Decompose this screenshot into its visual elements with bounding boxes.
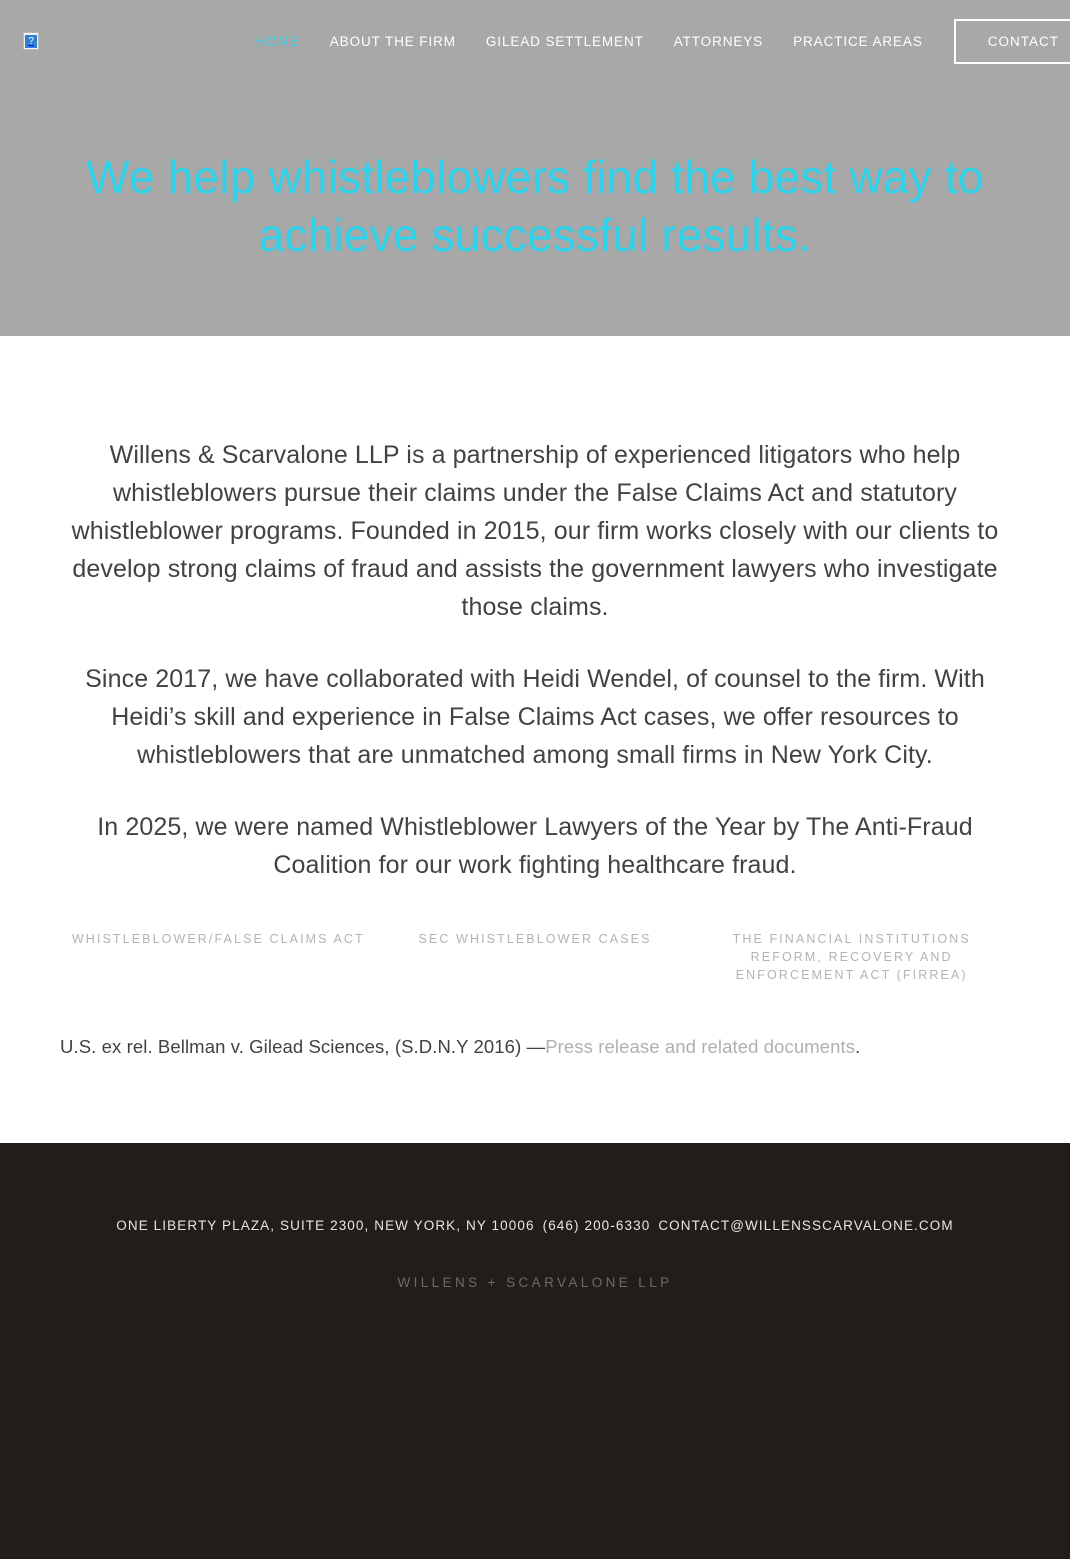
nav-item-gilead-settlement[interactable]: GILEAD SETTLEMENT bbox=[485, 34, 644, 49]
broken-image-glyph: ? bbox=[25, 35, 37, 48]
nav-link-list bbox=[241, 0, 1070, 83]
footer-address: ONE LIBERTY PLAZA, SUITE 2300, NEW YORK, NY 10006 bbox=[116, 1218, 535, 1233]
footer-brand: WILLENS + SCARVALONE LLP bbox=[397, 1275, 673, 1290]
main-content bbox=[0, 336, 1070, 1143]
footer-inner bbox=[0, 1143, 1070, 1290]
practice-area-columns bbox=[60, 930, 1010, 984]
footer-email[interactable]: CONTACT@WILLENSSCARVALONE.COM bbox=[658, 1218, 954, 1233]
press-release-link[interactable]: Press release and related documents bbox=[545, 1036, 856, 1057]
nav-item-about-the-firm[interactable]: ABOUT THE FIRM bbox=[329, 34, 456, 49]
case-citation-period: . bbox=[855, 1036, 861, 1057]
intro-paragraph-3: In 2025, we were named Whistleblower Lawyers of the Year by The Anti-Fraud Coalition for our work fighting healthcare fraud. bbox=[97, 813, 973, 879]
nav-item-attorneys[interactable]: ATTORNEYS bbox=[673, 34, 764, 49]
site-footer bbox=[0, 1143, 1070, 1559]
primary-navigation bbox=[241, 0, 1070, 83]
nav-item-practice-areas[interactable]: PRACTICE AREAS bbox=[793, 34, 923, 49]
case-citation-name: U.S. ex rel. Bellman v. Gilead Sciences, (S.D.N.Y 2016) — bbox=[60, 1036, 546, 1057]
hero-section bbox=[0, 0, 1070, 336]
practice-column-title: THE FINANCIAL INSTITUTIONS REFORM, RECOVERY AND ENFORCEMENT ACT (FIRREA) bbox=[732, 932, 971, 982]
content-wrapper bbox=[60, 336, 1010, 1058]
practice-column-title: SEC WHISTLEBLOWER CASES bbox=[418, 932, 652, 946]
footer-contact-line bbox=[0, 1215, 1070, 1237]
practice-column-sec-whistleblower-cases[interactable] bbox=[377, 930, 694, 984]
practice-column-whistleblower-false-claims-act[interactable] bbox=[60, 930, 377, 984]
top-navigation-bar bbox=[0, 0, 1070, 83]
case-citation bbox=[60, 1036, 1010, 1058]
intro-paragraph-1: Willens & Scarvalone LLP is a partnership of experienced litigators who help whistleblowers pursue their claims under the False Claims Act and statutory whistleblower programs. Founded in 2015, our firm works closely with our clients to develop strong claims of fraud and assists the government lawyers who investigate those claims. bbox=[71, 441, 999, 621]
footer-phone[interactable]: (646) 200-6330 bbox=[542, 1218, 651, 1233]
intro-paragraph-2: Since 2017, we have collaborated with Heidi Wendel, of counsel to the firm. With Heidi’s skill and experience in False Claims Act cases, we offer resources to whistleblowers that are unmatched among small firms in New York City. bbox=[85, 665, 985, 769]
nav-item-home[interactable]: HOME bbox=[255, 34, 300, 49]
practice-column-title: WHISTLEBLOWER/FALSE CLAIMS ACT bbox=[71, 932, 365, 946]
practice-column-firrea[interactable] bbox=[693, 930, 1010, 984]
contact-button[interactable]: CONTACT bbox=[954, 19, 1070, 64]
broken-image-icon bbox=[23, 32, 39, 50]
hero-headline: We help whistleblowers find the best way to achieve successful results. bbox=[86, 151, 984, 261]
site-logo-link[interactable] bbox=[22, 31, 40, 51]
